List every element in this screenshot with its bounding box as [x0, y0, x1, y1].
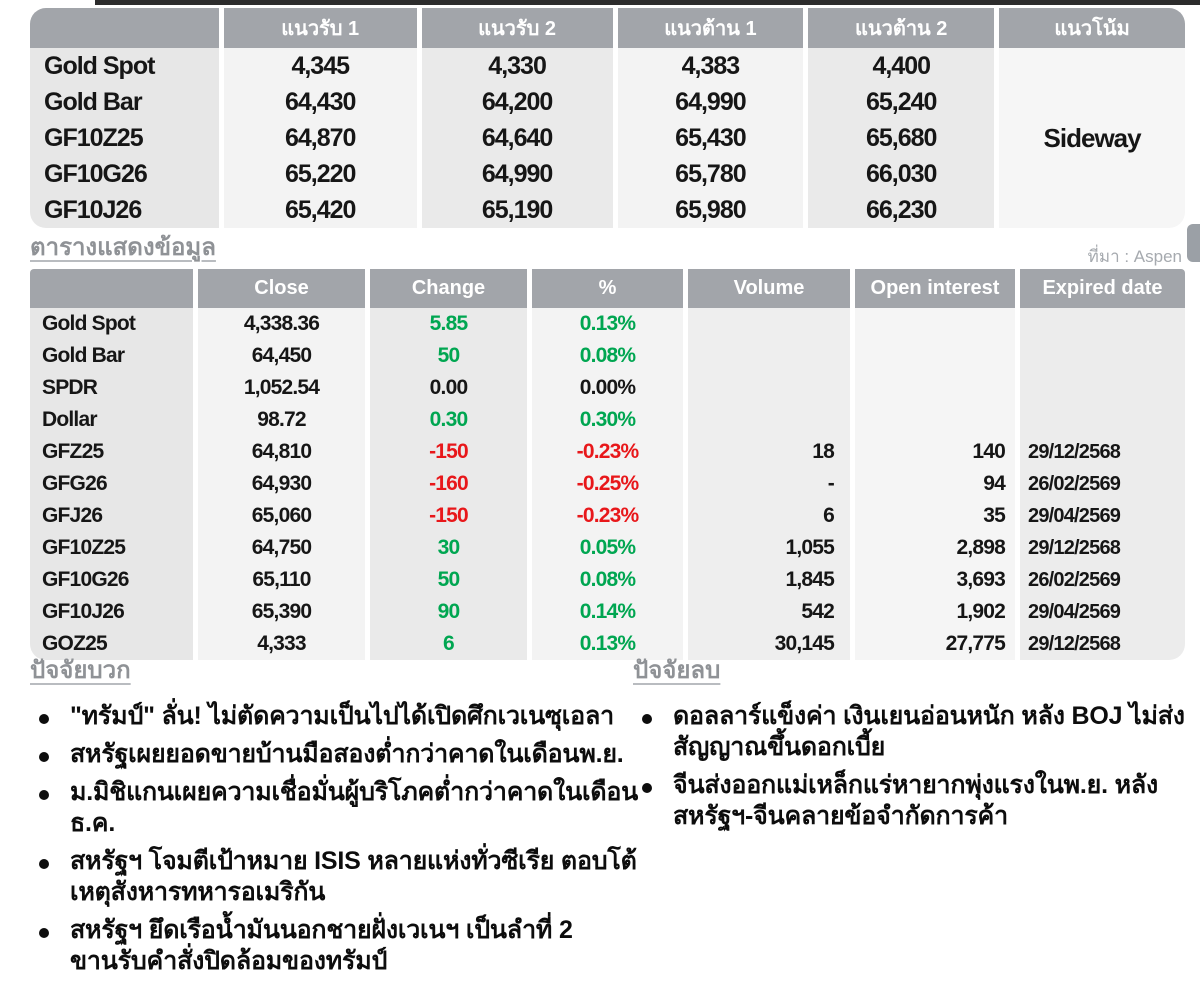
levels-cell-symbol: Gold Spot [30, 48, 219, 84]
right-edge-tab [1187, 224, 1200, 262]
negative-factor-item: ดอลลาร์แข็งค่า เงินเยนอ่อนหนัก หลัง BOJ ไม่ส่งสัญญาณขึ้นดอกเบี้ย [633, 701, 1193, 763]
quotes-cell-close: 4,338.36 [193, 308, 365, 340]
levels-header-row [30, 8, 1185, 48]
levels-cell-support-1: 65,220 [219, 156, 417, 192]
quotes-cell-symbol: Dollar [30, 404, 193, 436]
quotes-cell-close: 1,052.54 [193, 372, 365, 404]
levels-cell-resistance-1: 65,780 [613, 156, 804, 192]
levels-cell-support-2: 64,200 [417, 84, 613, 120]
positive-factors-list [30, 701, 645, 977]
quotes-row-gfj26 [30, 500, 1185, 532]
quotes-cell-close: 64,450 [193, 340, 365, 372]
quotes-cell-expired-date [1015, 372, 1185, 404]
levels-cell-support-1: 4,345 [219, 48, 417, 84]
levels-header-3: แนวต้าน 1 [613, 8, 804, 48]
quotes-cell-change: 50 [365, 564, 527, 596]
levels-cell-resistance-1: 64,990 [613, 84, 804, 120]
levels-cell-resistance-2: 66,230 [803, 192, 994, 228]
quotes-cell-close: 65,390 [193, 596, 365, 628]
quotes-cell-symbol: GF10G26 [30, 564, 193, 596]
quotes-cell-volume: 30,145 [683, 628, 850, 660]
quotes-cell-expired-date: 29/12/2568 [1015, 628, 1185, 660]
quotes-cell-open-interest: 140 [850, 436, 1015, 468]
quotes-cell-open-interest [850, 372, 1015, 404]
negative-factors-section [633, 650, 1193, 839]
levels-cell-support-2: 4,330 [417, 48, 613, 84]
quotes-cell-symbol: Gold Spot [30, 308, 193, 340]
quotes-cell-volume: 1,845 [683, 564, 850, 596]
quotes-cell-symbol: SPDR [30, 372, 193, 404]
quotes-cell-close: 4,333 [193, 628, 365, 660]
quotes-cell-percent: 0.30% [527, 404, 683, 436]
quotes-cell-volume [683, 404, 850, 436]
positive-factors-title: ปัจจัยบวก [30, 657, 131, 684]
quotes-header-close: Close [193, 269, 365, 308]
quotes-header-row [30, 269, 1185, 308]
levels-cell-support-1: 64,430 [219, 84, 417, 120]
quotes-cell-symbol: GFG26 [30, 468, 193, 500]
quotes-cell-open-interest: 3,693 [850, 564, 1015, 596]
levels-cell-resistance-2: 66,030 [803, 156, 994, 192]
levels-cell-support-1: 65,420 [219, 192, 417, 228]
levels-table [30, 8, 1185, 228]
quotes-cell-expired-date [1015, 404, 1185, 436]
quotes-cell-open-interest [850, 340, 1015, 372]
positive-factor-item: สหรัฐฯ โจมตีเป้าหมาย ISIS หลายแห่งทั่วซีเรีย ตอบโต้เหตุสังหารทหารอเมริกัน [30, 846, 645, 908]
quotes-cell-percent: -0.25% [527, 468, 683, 500]
levels-header-2: แนวรับ 2 [417, 8, 613, 48]
quotes-cell-open-interest [850, 404, 1015, 436]
quotes-cell-symbol: GFZ25 [30, 436, 193, 468]
levels-cell-support-2: 64,990 [417, 156, 613, 192]
quotes-row-gf10g26 [30, 564, 1185, 596]
trend-value: Sideway [994, 48, 1185, 228]
levels-cell-resistance-2: 4,400 [803, 48, 994, 84]
quotes-cell-open-interest: 1,902 [850, 596, 1015, 628]
quotes-cell-open-interest: 94 [850, 468, 1015, 500]
quotes-cell-expired-date: 29/04/2569 [1015, 500, 1185, 532]
levels-header-4: แนวต้าน 2 [803, 8, 994, 48]
quotes-cell-percent: -0.23% [527, 436, 683, 468]
quotes-cell-percent: 0.05% [527, 532, 683, 564]
quotes-table [30, 269, 1185, 660]
quotes-cell-change: 50 [365, 340, 527, 372]
quotes-header-%: % [527, 269, 683, 308]
quotes-table-wrap [30, 269, 1185, 660]
quotes-cell-open-interest [850, 308, 1015, 340]
quotes-header-open-interest: Open interest [850, 269, 1015, 308]
levels-cell-symbol: GF10Z25 [30, 120, 219, 156]
quotes-cell-volume: - [683, 468, 850, 500]
levels-cell-symbol: GF10J26 [30, 192, 219, 228]
quotes-cell-change: 30 [365, 532, 527, 564]
levels-cell-resistance-1: 65,430 [613, 120, 804, 156]
quotes-cell-volume [683, 308, 850, 340]
positive-factor-item: "ทรัมป์" ลั่น! ไม่ตัดความเป็นไปได้เปิดศึกเวเนซุเอลา [30, 701, 645, 732]
quotes-cell-open-interest: 27,775 [850, 628, 1015, 660]
quotes-cell-close: 65,060 [193, 500, 365, 532]
positive-factor-item: สหรัฐฯ ยึดเรือน้ำมันนอกชายฝั่งเวเนฯ เป็นลำที่ 2 ขานรับคำสั่งปิดล้อมของทรัมป์ [30, 915, 645, 977]
levels-cell-resistance-1: 65,980 [613, 192, 804, 228]
quotes-cell-volume: 18 [683, 436, 850, 468]
quotes-row-gfz25 [30, 436, 1185, 468]
levels-cell-support-2: 65,190 [417, 192, 613, 228]
negative-factors-list [633, 701, 1193, 832]
quotes-row-gold-spot [30, 308, 1185, 340]
quotes-row-gold-bar [30, 340, 1185, 372]
negative-factor-item: จีนส่งออกแม่เหล็กแร่หายากพุ่งแรงในพ.ย. หลังสหรัฐฯ-จีนคลายข้อจำกัดการค้า [633, 770, 1193, 832]
quotes-cell-change: 0.00 [365, 372, 527, 404]
quotes-cell-close: 64,930 [193, 468, 365, 500]
quotes-row-dollar [30, 404, 1185, 436]
quotes-cell-volume [683, 372, 850, 404]
quotes-row-spdr [30, 372, 1185, 404]
quotes-cell-symbol: Gold Bar [30, 340, 193, 372]
quotes-row-gf10z25 [30, 532, 1185, 564]
quotes-cell-percent: 0.08% [527, 340, 683, 372]
quotes-cell-expired-date: 29/12/2568 [1015, 532, 1185, 564]
quotes-cell-expired-date: 26/02/2569 [1015, 564, 1185, 596]
quotes-cell-percent: 0.00% [527, 372, 683, 404]
quotes-cell-change: 6 [365, 628, 527, 660]
levels-header-1: แนวรับ 1 [219, 8, 417, 48]
levels-table-wrap [30, 8, 1185, 228]
quotes-cell-change: -160 [365, 468, 527, 500]
quotes-cell-change: 5.85 [365, 308, 527, 340]
quotes-cell-volume: 542 [683, 596, 850, 628]
levels-cell-resistance-2: 65,240 [803, 84, 994, 120]
levels-cell-symbol: GF10G26 [30, 156, 219, 192]
quotes-cell-percent: -0.23% [527, 500, 683, 532]
quotes-cell-symbol: GF10J26 [30, 596, 193, 628]
positive-factors-section [30, 650, 645, 984]
quotes-cell-expired-date [1015, 340, 1185, 372]
quotes-header-expired-date: Expired date [1015, 269, 1185, 308]
levels-row-gold-spot [30, 48, 1185, 84]
quotes-cell-change: 90 [365, 596, 527, 628]
quotes-cell-percent: 0.13% [527, 628, 683, 660]
quotes-cell-close: 65,110 [193, 564, 365, 596]
quotes-cell-change: 0.30 [365, 404, 527, 436]
levels-header-5: แนวโน้ม [994, 8, 1185, 48]
quotes-header-volume: Volume [683, 269, 850, 308]
levels-cell-resistance-2: 65,680 [803, 120, 994, 156]
data-table-title: ตารางแสดงข้อมูล [30, 234, 216, 261]
quotes-cell-percent: 0.08% [527, 564, 683, 596]
quotes-cell-volume [683, 340, 850, 372]
quotes-cell-open-interest: 2,898 [850, 532, 1015, 564]
levels-cell-support-2: 64,640 [417, 120, 613, 156]
quotes-header-blank [30, 269, 193, 308]
quotes-cell-percent: 0.14% [527, 596, 683, 628]
levels-header-blank [30, 8, 219, 48]
quotes-cell-change: -150 [365, 500, 527, 532]
quotes-header-change: Change [365, 269, 527, 308]
top-border-strip [95, 0, 1200, 5]
quotes-cell-volume: 6 [683, 500, 850, 532]
quotes-cell-change: -150 [365, 436, 527, 468]
quotes-cell-symbol: GOZ25 [30, 628, 193, 660]
positive-factor-item: สหรัฐเผยยอดขายบ้านมือสองต่ำกว่าคาดในเดือนพ.ย. [30, 739, 645, 770]
quotes-cell-close: 64,750 [193, 532, 365, 564]
quotes-cell-expired-date: 29/12/2568 [1015, 436, 1185, 468]
quotes-cell-open-interest: 35 [850, 500, 1015, 532]
positive-factor-item: ม.มิชิแกนเผยความเชื่อมั่นผู้บริโภคต่ำกว่าคาดในเดือนธ.ค. [30, 777, 645, 839]
quotes-cell-expired-date: 29/04/2569 [1015, 596, 1185, 628]
negative-factors-title: ปัจจัยลบ [633, 657, 721, 684]
quotes-cell-close: 64,810 [193, 436, 365, 468]
quotes-cell-volume: 1,055 [683, 532, 850, 564]
levels-cell-resistance-1: 4,383 [613, 48, 804, 84]
levels-cell-symbol: Gold Bar [30, 84, 219, 120]
quotes-cell-close: 98.72 [193, 404, 365, 436]
quotes-cell-expired-date: 26/02/2569 [1015, 468, 1185, 500]
quotes-cell-percent: 0.13% [527, 308, 683, 340]
levels-cell-support-1: 64,870 [219, 120, 417, 156]
quotes-cell-symbol: GFJ26 [30, 500, 193, 532]
quotes-row-gfg26 [30, 468, 1185, 500]
quotes-row-gf10j26 [30, 596, 1185, 628]
source-label: ที่มา : Aspen [1087, 247, 1182, 266]
quotes-cell-expired-date [1015, 308, 1185, 340]
quotes-cell-symbol: GF10Z25 [30, 532, 193, 564]
